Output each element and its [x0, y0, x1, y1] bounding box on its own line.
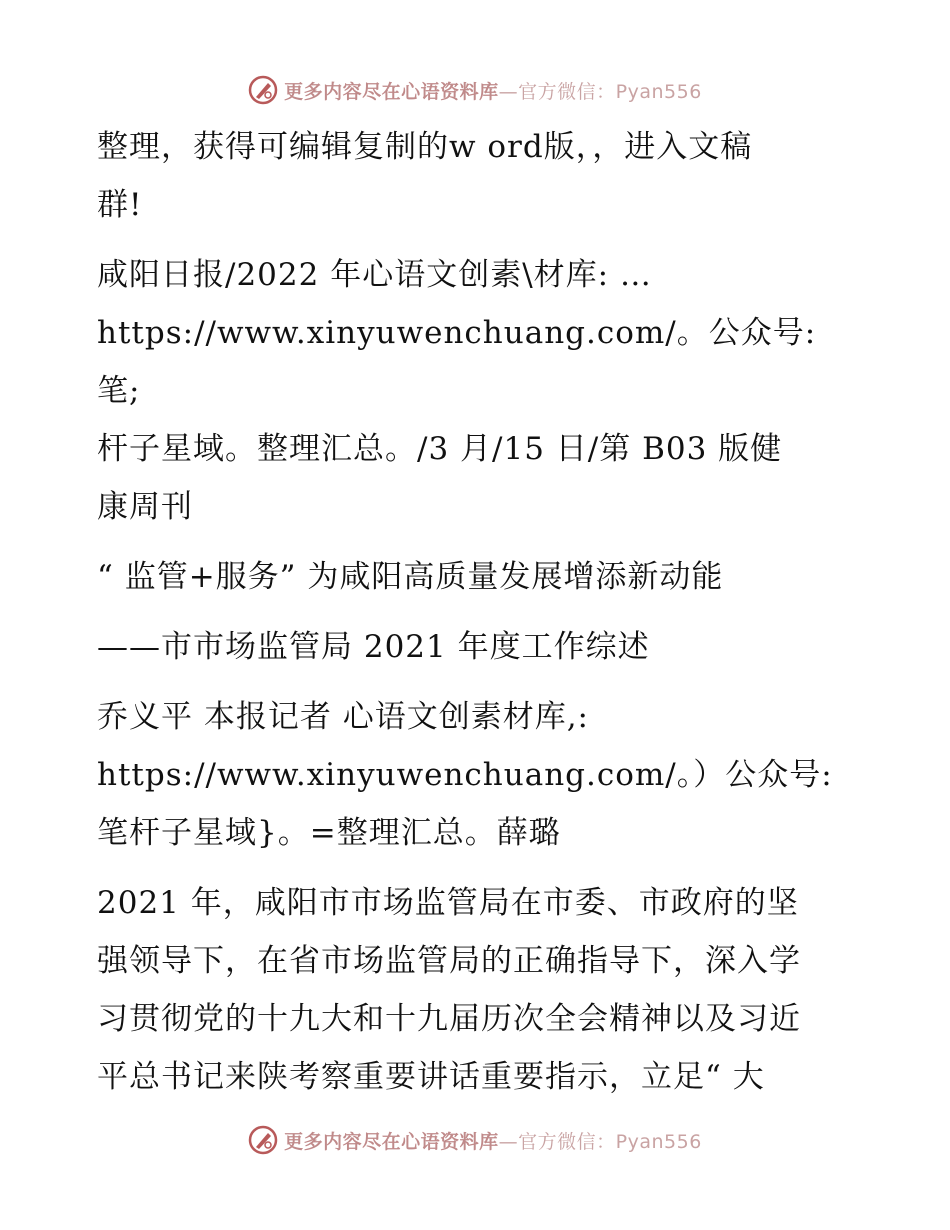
source-line: 康周刊: [97, 489, 193, 525]
source-line: https://www.xinyuwenchuang.com/。公众号: 笔;: [97, 315, 817, 409]
byline-line: 笔杆子星域}。=整理汇总。薛璐: [97, 815, 561, 851]
body-line: 习贯彻党的十九大和十九届历次全会精神以及习近: [97, 1001, 801, 1037]
pen-logo-icon: [248, 1125, 278, 1155]
watermark-wechat: —官方微信：Pyan556: [498, 1130, 702, 1153]
body-line: 强领导下，在省市场监管局的正确指导下，深入学: [97, 943, 801, 979]
intro-line: 整理，获得可编辑复制的w ord版，，进入文稿: [97, 129, 753, 165]
header-watermark: [0, 70, 950, 110]
footer-watermark: [0, 1120, 950, 1160]
watermark-wechat: —官方微信：Pyan556: [498, 80, 702, 103]
body-line: 2021 年，咸阳市市场监管局在市委、市政府的坚: [97, 885, 799, 921]
pen-logo-icon: [248, 75, 278, 105]
watermark-brand: 更多内容尽在心语资料库: [284, 1130, 499, 1153]
watermark-brand: 更多内容尽在心语资料库: [284, 80, 499, 103]
intro-line: 群!: [97, 187, 143, 223]
source-line: 咸阳日报/2022 年心语文创素\材库: …: [97, 257, 652, 293]
article-subtitle: ——市市场监管局 2021 年度工作综述: [97, 629, 650, 665]
watermark-text: [284, 1127, 702, 1154]
byline-line: 乔义平 本报记者 心语文创素材库,:: [97, 699, 590, 735]
byline-line: https://www.xinyuwenchuang.com/。）公众号:: [97, 757, 833, 793]
body-line: 平总书记来陕考察重要讲话重要指示，立足“ 大: [97, 1059, 765, 1095]
document-body: [97, 118, 857, 1106]
watermark-text: [284, 77, 702, 104]
article-title: “ 监管+服务” 为咸阳高质量发展增添新动能: [97, 559, 724, 595]
source-line: 杆子星域。整理汇总。/3 月/15 日/第 B03 版健: [97, 431, 783, 467]
